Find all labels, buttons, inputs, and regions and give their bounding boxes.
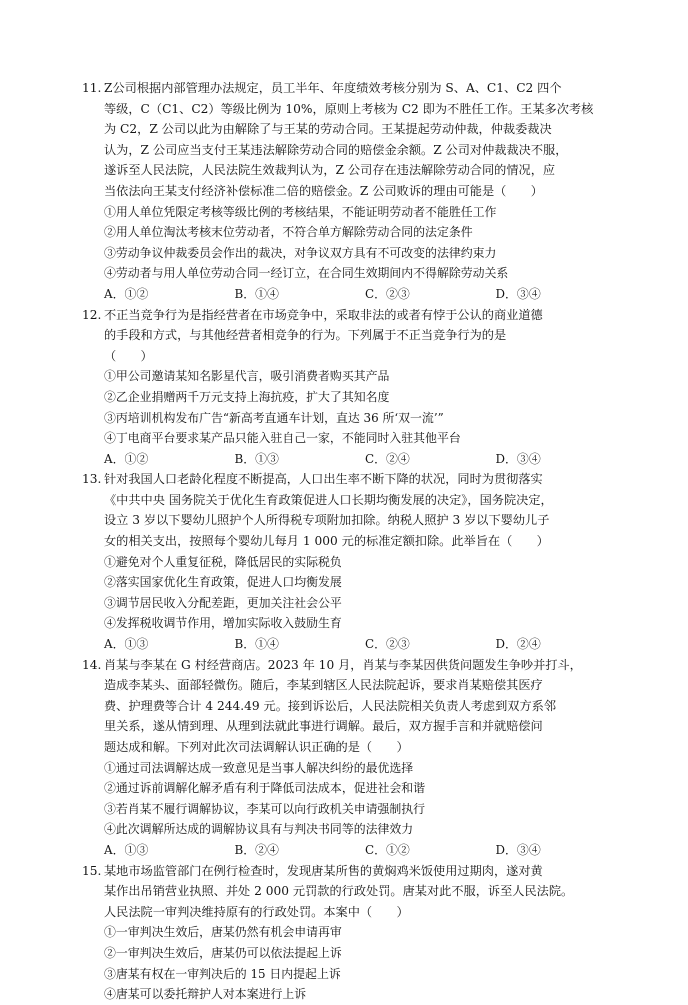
question-stem-text: （ ） <box>104 348 153 363</box>
answer-choice[interactable]: C．②③ <box>365 637 410 652</box>
answer-choice[interactable]: C．②③ <box>365 286 410 301</box>
question-sheet <box>82 78 626 1005</box>
question-stem-text: 为 C2，Z 公司以此为由解除了与王某的劳动合同。王某提起劳动仲裁，仲裁委裁决 <box>104 122 552 137</box>
answer-choice[interactable]: A．①② <box>104 286 149 301</box>
statement-option: ②一审判决生效后，唐某仍可以依法提起上诉 <box>104 945 342 960</box>
answer-choice[interactable]: B．①④ <box>234 637 279 652</box>
question-stem-text: 的手段和方式，与其他经营者相竞争的行为。下列属于不正当竞争行为的是 <box>104 328 507 343</box>
question-number: 12. <box>82 307 102 322</box>
answer-choice[interactable]: C．①② <box>365 842 410 857</box>
answer-choice[interactable]: D．③④ <box>495 286 541 301</box>
answer-choices <box>104 840 626 861</box>
question-13 <box>82 469 626 654</box>
question-14 <box>82 655 626 861</box>
question-stem-text: 人民法院一审判决维持原有的行政处罚。本案中（ ） <box>104 904 409 919</box>
question-stem-text: 等级，C（C1、C2）等级比例为 10%，原则上考核为 C2 即为不胜任工作。王某多次考核 <box>104 101 594 116</box>
question-stem-text: 遂诉至人民法院，人民法院生效裁判认为，Z 公司存在违法解除劳动合同的情况，应 <box>104 163 556 178</box>
statement-option: ③调节居民收入分配差距，更加关注社会公平 <box>104 595 342 610</box>
question-stem-line <box>104 140 626 161</box>
question-12 <box>82 305 626 470</box>
question-number: 15. <box>82 863 102 878</box>
question-number: 14. <box>82 657 102 672</box>
answer-choice[interactable]: D．③④ <box>495 451 541 466</box>
question-stem-text: 题达成和解。下列对此次司法调解认识正确的是（ ） <box>104 740 409 754</box>
question-stem-line <box>104 160 626 181</box>
statement-option: ③劳动争议仲裁委员会作出的裁决，对争议双方具有不可改变的法律约束力 <box>104 245 497 260</box>
answer-choice[interactable]: A．①③ <box>104 842 149 857</box>
statement-option: ②用人单位淘汰考核末位劳动者，不符合单方解除劳动合同的法定条件 <box>104 225 473 240</box>
statement-option: ③若肖某不履行调解协议，李某可以向行政机关申请强制执行 <box>104 801 426 816</box>
question-stem-text: Z公司根据内部管理办法规定，员工半年、年度绩效考核分别为 S、A、C1、C2 四个 <box>104 81 562 95</box>
question-stem-line <box>104 737 626 758</box>
question-stem-line <box>104 99 626 120</box>
question-11 <box>82 78 626 305</box>
answer-choice[interactable]: B．①③ <box>234 451 279 466</box>
question-stem-text: 认为，Z 公司应当支付王某违法解除劳动合同的赔偿金余额。Z 公司对仲裁裁决不服， <box>104 142 568 157</box>
answer-choice[interactable]: B．①④ <box>234 286 279 301</box>
statement-option: ①通过司法调解达成一致意见是当事人解决纠纷的最优选择 <box>104 760 414 775</box>
statement-option: ①一审判决生效后，唐某仍然有机会申请再审 <box>104 925 342 940</box>
question-stem-line <box>82 655 626 676</box>
statement-option: ②乙企业捐赠两千万元支持上海抗疫，扩大了其知名度 <box>104 389 390 404</box>
question-stem-line <box>104 881 626 902</box>
question-stem-text: 不正当竞争行为是指经营者在市场竞争中，采取非法的或者有悖于公认的商业道德 <box>104 307 543 322</box>
question-stem-text: 费、护理费等合计 4 244.49 元。接到诉讼后，人民法院相关负责人考虑到双方系邻 <box>104 698 557 713</box>
question-stem-text: 女的相关支出，按照每个婴幼儿每月 1 000 元的标准定额扣除。此举旨在（ ） <box>104 534 549 549</box>
answer-choices <box>104 634 626 655</box>
statement-option: ④发挥税收调节作用，增加实际收入鼓励生育 <box>104 616 342 631</box>
question-number: 11. <box>82 81 102 95</box>
question-stem-text: 肖某与李某在 G 村经营商店。2023 年 10 月，肖某与李某因供货问题发生争吵并打斗， <box>104 657 582 672</box>
question-stem-line <box>82 469 626 490</box>
answer-choices <box>104 449 626 470</box>
statement-option: ③丙培训机构发布广告“新高考直通车计划，直达 36 所‘双一流’” <box>104 410 444 425</box>
question-stem-line <box>104 181 626 202</box>
statement-option: ②落实国家优化生育政策，促进人口均衡发展 <box>104 575 342 590</box>
question-stem-line <box>82 78 626 99</box>
statement-option: ④此次调解所达成的调解协议具有与判决书同等的法律效力 <box>104 822 414 837</box>
statement-option: ②通过诉前调解化解矛盾有利于降低司法成本，促进社会和谐 <box>104 781 426 796</box>
answer-choices <box>104 284 626 305</box>
statement-option: ③唐某有权在一审判决后的 15 日内提起上诉 <box>104 966 341 981</box>
answer-choice[interactable]: B．②④ <box>234 842 279 857</box>
question-stem-line <box>104 531 626 552</box>
question-stem-line <box>82 861 626 882</box>
question-stem-line <box>104 325 626 346</box>
statement-option: ①用人单位凭限定考核等级比例的考核结果，不能证明劳动者不能胜任工作 <box>104 204 497 219</box>
statement-option: ④丁电商平台要求某产品只能入驻自己一家，不能同时入驻其他平台 <box>104 431 461 446</box>
question-stem-text: 某地市场监管部门在例行检查时，发现唐某所售的黄焖鸡米饭使用过期肉，遂对黄 <box>104 863 543 878</box>
question-stem-line <box>104 716 626 737</box>
statement-option: ④劳动者与用人单位劳动合同一经订立，在合同生效期间内不得解除劳动关系 <box>104 266 509 281</box>
question-stem-text: 里关系，遂从情到理、从理到法就此事进行调解。最后，双方握手言和并就赔偿问 <box>104 719 543 734</box>
question-15 <box>82 861 626 1005</box>
statement-option: ④唐某可以委托辩护人对本案进行上诉 <box>104 987 307 1002</box>
answer-choice[interactable]: A．①② <box>104 451 149 466</box>
answer-choice[interactable]: A．①③ <box>104 637 149 652</box>
statement-option: ①避免对个人重复征税，降低居民的实际税负 <box>104 554 342 569</box>
question-stem-text: 造成李某头、面部轻微伤。随后，李某到辖区人民法院起诉，要求肖某赔偿其医疗 <box>104 678 543 693</box>
question-stem-text: 《中共中央 国务院关于优化生育政策促进人口长期均衡发展的决定》，国务院决定， <box>104 492 553 507</box>
question-stem-line <box>104 510 626 531</box>
question-stem-text: 当依法向王某支付经济补偿标准二倍的赔偿金。Z 公司败诉的理由可能是（ ） <box>104 183 543 198</box>
question-stem-line <box>82 305 626 326</box>
answer-choice[interactable]: D．③④ <box>495 842 541 857</box>
question-stem-line <box>104 675 626 696</box>
answer-choice[interactable]: C．②④ <box>365 451 410 466</box>
question-stem-line <box>104 346 626 367</box>
question-stem-text: 某作出吊销营业执照、并处 2 000 元罚款的行政处罚。唐某对此不服，诉至人民法院。 <box>104 884 574 899</box>
question-stem-line <box>104 696 626 717</box>
question-stem-line <box>104 902 626 923</box>
question-stem-line <box>104 490 626 511</box>
answer-choice[interactable]: D．②④ <box>495 637 541 652</box>
question-number: 13. <box>82 472 102 487</box>
statement-option: ①甲公司邀请某知名影星代言，吸引消费者购买其产品 <box>104 369 390 384</box>
question-stem-text: 设立 3 岁以下婴幼儿照护个人所得税专项附加扣除。纳税人照护 3 岁以下婴幼儿子 <box>104 513 550 528</box>
question-stem-line <box>104 119 626 140</box>
question-stem-text: 针对我国人口老龄化程度不断提高，人口出生率不断下降的状况，同时为贯彻落实 <box>104 472 543 487</box>
